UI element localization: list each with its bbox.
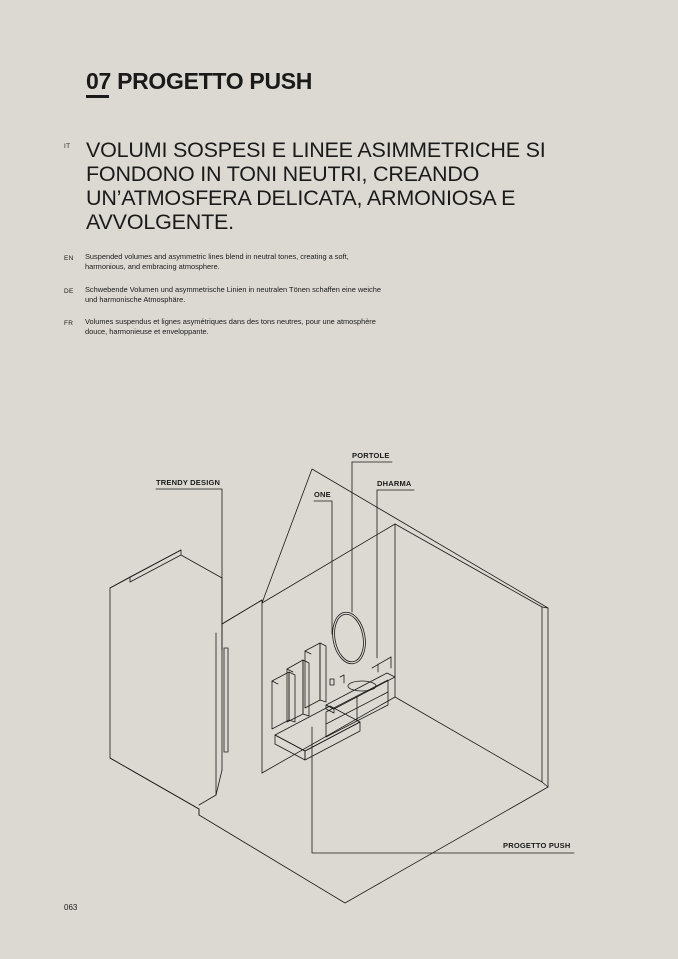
lang-code-fr: FR (64, 320, 74, 327)
bathroom-furniture (272, 610, 395, 760)
room-outline (110, 469, 548, 903)
lang-code-en: EN (64, 255, 74, 262)
text-de: Schwebende Volumen und asymmetrische Linien in neutralen Tönen schaffen eine weiche und harmonische Atmosphäre. (85, 285, 381, 304)
text-en: Suspended volumes and asymmetric lines blend in neutral tones, creating a soft, harmonious, and embracing atmosphere. (85, 252, 349, 271)
lang-code-it: IT (64, 143, 71, 150)
lang-code-de: DE (64, 288, 74, 295)
callout-trendy-design: TRENDY DESIGN (156, 478, 221, 487)
callout-portole: PORTOLE (352, 451, 390, 460)
page-number: 063 (64, 903, 78, 912)
section-name: PROGETTO PUSH (117, 68, 313, 94)
callout-dharma: DHARMA (377, 479, 412, 488)
callout-lines (156, 462, 574, 853)
callout-one: ONE (314, 490, 331, 499)
text-fr: Volumes suspendus et lignes asymétriques dans des tons neutres, pour une atmosphère douce, harmonieuse et enveloppante. (85, 317, 376, 336)
section-number: 07 (86, 68, 111, 94)
callout-progetto-push: PROGETTO PUSH (503, 841, 571, 850)
headline-it: VOLUMI SOSPESI E LINEE ASIMMETRICHE SI FONDONO IN TONI NEUTRI, CREANDO UN’ATMOSFERA DELICATA, ARMONIOSA E AVVOLGENTE. (86, 138, 546, 234)
